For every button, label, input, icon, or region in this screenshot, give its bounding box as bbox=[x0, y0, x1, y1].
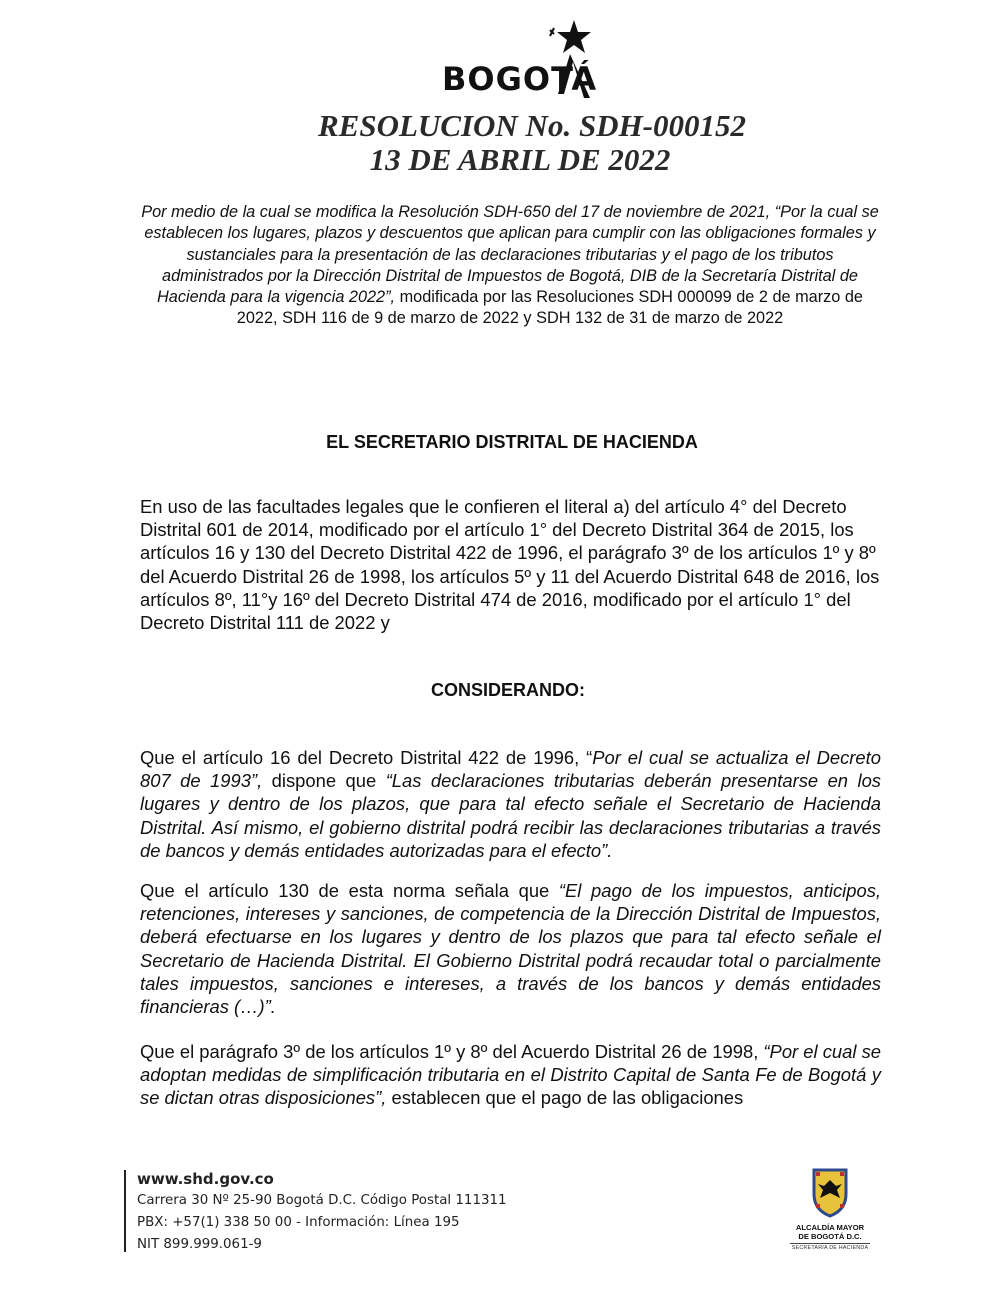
footer-contact bbox=[137, 1168, 507, 1256]
p2-b: “El pago de los impuestos, anticipos, retenciones, intereses y sanciones, de competencia de la Dirección Distrital de Impuestos, deberá efectuarse en los lugares y dentro de los plazos que para tal efecto señale el Secretario de Hacienda Distrital. El Gobierno Distrital podrá recaudar total o parcialmente tales impuestos, sanciones e intereses, a través de los bancos y demás entidades financieras (…)”. bbox=[140, 880, 881, 1018]
p2-a: Que el artículo 130 de esta norma señala que bbox=[140, 880, 559, 901]
crest-line-1: ALCALDÍA MAYOR bbox=[795, 1223, 865, 1232]
footer-phone: PBX: +57(1) 338 50 00 - Información: Línea 195 bbox=[137, 1215, 460, 1230]
crest-line-2: DE BOGOTÁ D.C. bbox=[798, 1232, 862, 1241]
p1-c: dispone que bbox=[262, 770, 386, 792]
p1-a: Que el artículo 16 del Decreto Distrital 422 de 1996, “ bbox=[140, 747, 593, 768]
p3-a: Que el parágrafo 3º de los artículos 1º y 8º del Acuerdo Distrital 26 de 1998, bbox=[140, 1041, 764, 1062]
p1-d: “Las declaraciones tributarias deberán presentarse en los lugares y dentro de los plazos, que para tal efecto señale el Secretario de Hacienda Distrital. Así mismo, el gobierno distrital podrá recibir las declaraciones tributarias a través de bancos y demás entidades autorizadas para el efecto”. bbox=[140, 770, 881, 861]
intro-paragraph: En uso de las facultades legales que le confieren el literal a) del artículo 4° del Decreto Distrital 601 de 2014, modificado por el artículo 1° del Decreto Distrital 364 de 2015, los artículos 16 y 130 del Decreto Distrital 422 de 1996, el parágrafo 3º de los artículos 1º y 8º del Acuerdo Distrital 26 de 1998, los artículos 5º y 11 del Acuerdo Distrital 648 de 2016, los artículos 8º, 11°y 16º del Decreto Distrital 474 de 2016, modificado por el artículo 1° del Decreto Distrital 111 de 2022 y bbox=[140, 496, 880, 634]
bogota-logo bbox=[440, 18, 600, 102]
crest-line-3: SECRETARIA DE HACIENDA bbox=[791, 1245, 869, 1251]
alcaldia-crest bbox=[790, 1166, 870, 1251]
p1-b: Por el cual se actualiza el Decreto 807 de 1993”, bbox=[140, 747, 881, 792]
summary-normal: modificada por las Resoluciones SDH 000099 de 2 de marzo de 2022, SDH 116 de 9 de marzo de 2022 y SDH 132 de 31 de marzo de 2022 bbox=[236, 288, 863, 328]
footer-address: Carrera 30 Nº 25-90 Bogotá D.C. Código Postal 111311 bbox=[137, 1193, 507, 1208]
paragraph-1 bbox=[140, 746, 881, 862]
footer-nit: NIT 899.999.061-9 bbox=[137, 1237, 262, 1252]
coat-of-arms-icon bbox=[810, 1166, 850, 1218]
resolution-number: RESOLUCION No. SDH-000152 bbox=[317, 108, 747, 143]
resolution-date: 13 DE ABRIL DE 2022 bbox=[369, 142, 671, 177]
summary-italic: Por medio de la cual se modifica la Resolución SDH-650 del 17 de noviembre de 2021, “Por la cual se establecen los lugares, plazos y descuentos que aplican para cumplir con las obligaciones formales y sustanciales para la presentación de las declaraciones tributarias y el pago de los tributos administrados por la Dirección Distrital de Impuestos de Bogotá, DIB de la Secretaría Distrital de Hacienda para la vigencia 2022”, bbox=[141, 203, 879, 307]
star-icon bbox=[540, 18, 596, 102]
footer-divider bbox=[124, 1170, 126, 1252]
footer-website[interactable]: www.shd.gov.co bbox=[137, 1170, 274, 1188]
p3-c: establecen que el pago de las obligaciones bbox=[386, 1087, 744, 1109]
heading-secretario: EL SECRETARIO DISTRITAL DE HACIENDA bbox=[326, 432, 698, 452]
logo-text: BOGOTÁ bbox=[442, 60, 598, 98]
paragraph-2 bbox=[140, 879, 881, 1018]
p3-b: “Por el cual se adoptan medidas de simplificación tributaria en el Distrito Capital de Santa Fe de Bogotá y se dictan otras disposiciones”, bbox=[140, 1041, 881, 1109]
paragraph-3 bbox=[140, 1040, 881, 1110]
heading-considerando: CONSIDERANDO: bbox=[430, 680, 585, 700]
resolution-summary bbox=[140, 202, 880, 330]
